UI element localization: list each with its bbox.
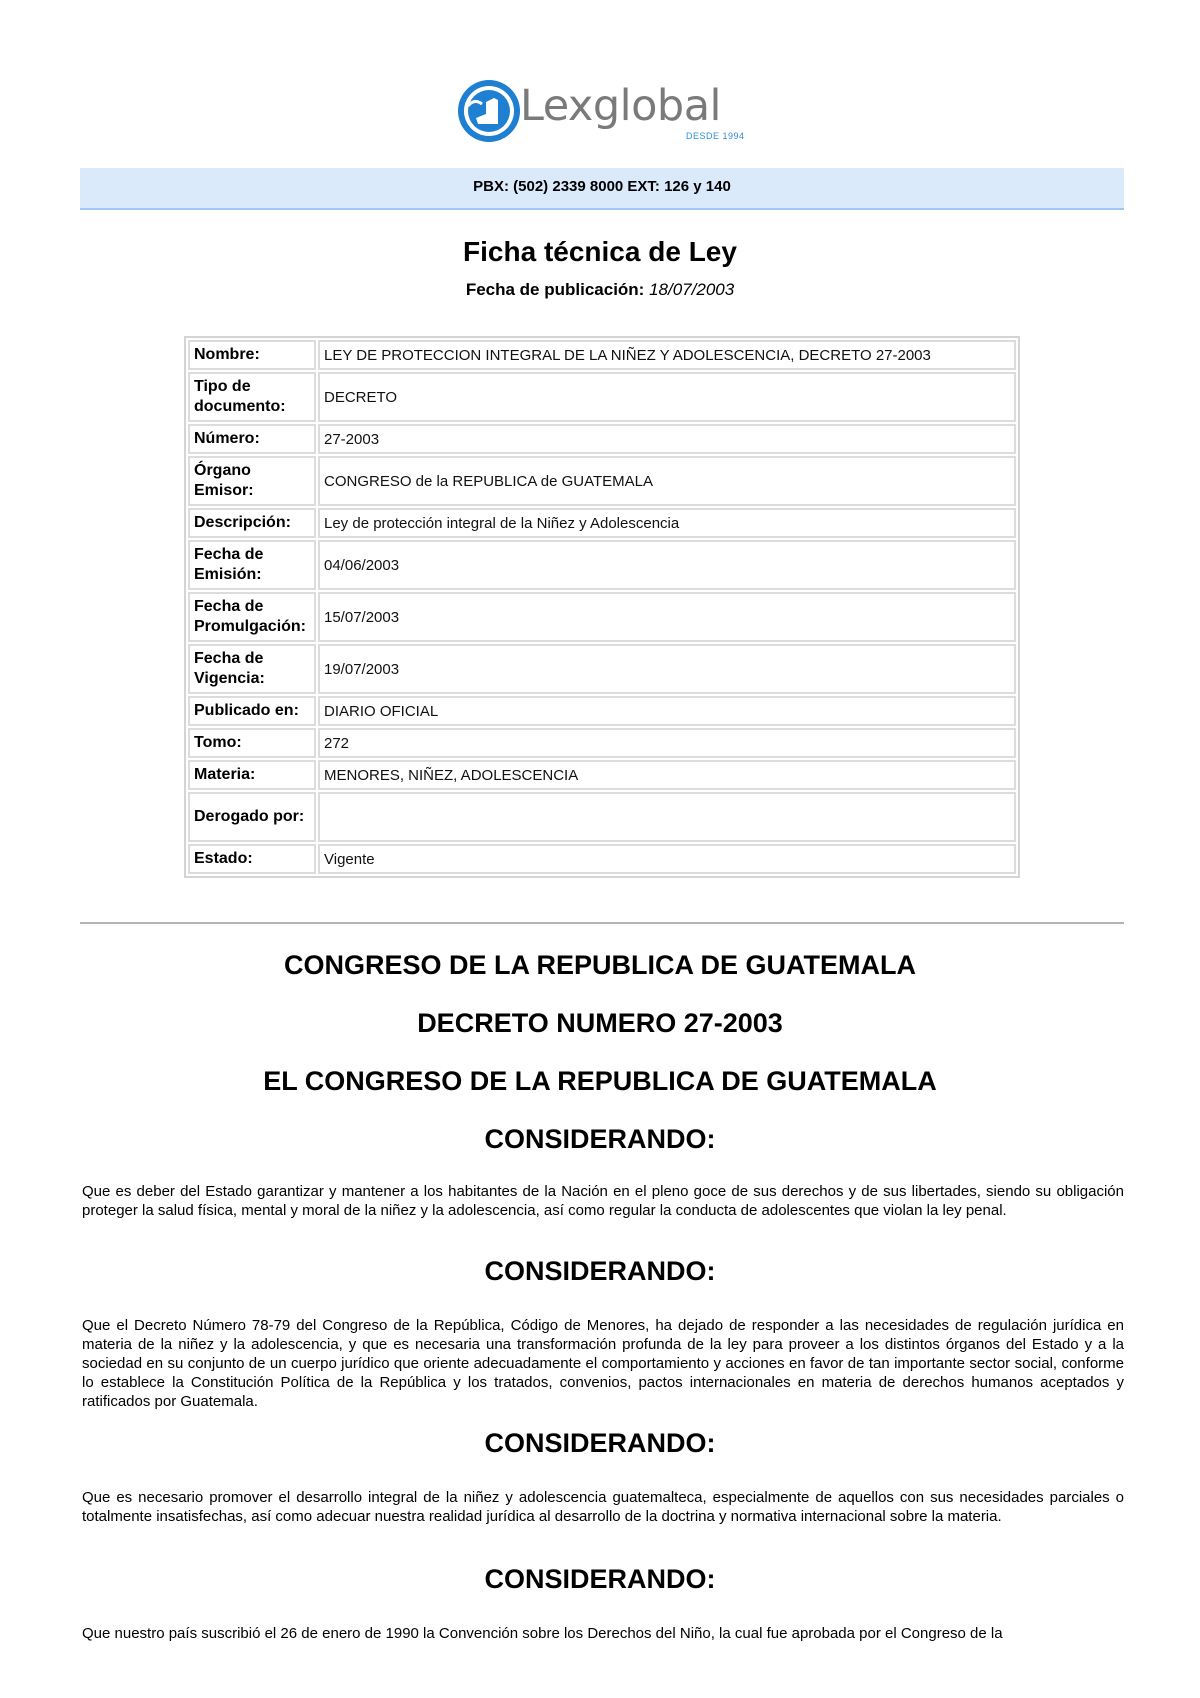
field-label-promulgacion: Fecha de Promulgación:: [188, 592, 316, 642]
considerando-heading: CONSIDERANDO:: [484, 1564, 716, 1594]
publication-date: [0, 280, 1200, 300]
field-label-organo: Órgano Emisor:: [188, 456, 316, 506]
field-value-promulgacion: 15/07/2003: [318, 592, 1016, 642]
document-heading-decree: DECRETO NUMERO 27-2003: [417, 1008, 783, 1038]
field-label-tomo: Tomo:: [188, 728, 316, 758]
globe-icon: [456, 78, 522, 144]
considerando-heading: CONSIDERANDO:: [484, 1428, 716, 1458]
considerando-paragraph-4: Que nuestro país suscribió el 26 de enero de 1990 la Convención sobre los Derechos del Niño, la cual fue aprobada por el Congreso de la: [82, 1625, 1003, 1642]
table-row: [188, 592, 1016, 642]
publication-date-label: Fecha de publicación:: [465, 280, 645, 299]
field-label-emision: Fecha de Emisión:: [188, 540, 316, 590]
table-row: [188, 696, 1016, 726]
document-heading-congress-2: EL CONGRESO DE LA REPUBLICA DE GUATEMALA: [263, 1066, 937, 1096]
field-value-numero: 27-2003: [318, 424, 1016, 454]
table-row: [188, 644, 1016, 694]
table-row: [188, 456, 1016, 506]
field-value-estado: Vigente: [318, 844, 1016, 874]
table-row: [188, 792, 1016, 842]
field-value-emision: 04/06/2003: [318, 540, 1016, 590]
page-title: Ficha técnica de Ley: [463, 236, 737, 267]
field-value-materia: MENORES, NIÑEZ, ADOLESCENCIA: [318, 760, 1016, 790]
field-value-derogado: [318, 792, 1016, 842]
table-row: [188, 424, 1016, 454]
table-row: [188, 728, 1016, 758]
publication-date-value: 18/07/2003: [649, 280, 735, 299]
document-heading-congress: CONGRESO DE LA REPUBLICA DE GUATEMALA: [283, 950, 916, 980]
table-row: [188, 508, 1016, 538]
field-label-numero: Número:: [188, 424, 316, 454]
considerando-heading: CONSIDERANDO:: [484, 1256, 716, 1286]
field-value-organo: CONGRESO de la REPUBLICA de GUATEMALA: [318, 456, 1016, 506]
considerando-heading: CONSIDERANDO:: [484, 1124, 716, 1154]
table-row: [188, 760, 1016, 790]
field-value-publicado: DIARIO OFICIAL: [318, 696, 1016, 726]
field-value-vigencia: 19/07/2003: [318, 644, 1016, 694]
table-row: [188, 844, 1016, 874]
field-value-descripcion: Ley de protección integral de la Niñez y Adolescencia: [318, 508, 1016, 538]
field-label-vigencia: Fecha de Vigencia:: [188, 644, 316, 694]
field-label-nombre: Nombre:: [188, 340, 316, 370]
table-row: [188, 340, 1016, 370]
field-value-nombre: LEY DE PROTECCION INTEGRAL DE LA NIÑEZ Y ADOLESCENCIA, DECRETO 27-2003: [318, 340, 1016, 370]
table-row: [188, 540, 1016, 590]
field-label-estado: Estado:: [188, 844, 316, 874]
considerando-paragraph-3: Que es necesario promover el desarrollo integral de la niñez y adolescencia guatemalteca, especialmente de aquellos con sus necesidades parciales o totalmente insatisfechas, así como adecuar nuestra realidad jurídica al desarrollo de la doctrina y normativa internacional sobre la materia.: [82, 1489, 1124, 1525]
field-label-materia: Materia:: [188, 760, 316, 790]
lexglobal-logo: [456, 76, 756, 148]
field-label-descripcion: Descripción:: [188, 508, 316, 538]
field-value-tipo: DECRETO: [318, 372, 1016, 422]
field-label-derogado: Derogado por:: [188, 792, 316, 842]
field-label-publicado: Publicado en:: [188, 696, 316, 726]
field-value-tomo: 272: [318, 728, 1016, 758]
logo-tagline: DESDE 1994: [686, 131, 745, 141]
header-logo-area: [0, 76, 1200, 148]
field-label-tipo: Tipo de documento:: [188, 372, 316, 422]
pbx-contact-bar: PBX: (502) 2339 8000 EXT: 126 y 140: [80, 168, 1124, 210]
section-divider: [80, 922, 1124, 924]
logo-wordmark: Lexglobal: [520, 81, 721, 131]
table-row: [188, 372, 1016, 422]
considerando-paragraph-2: Que el Decreto Número 78-79 del Congreso de la República, Código de Menores, ha dejado de responder a las necesidades de regulación jurídica en materia de la niñez y la adolescencia, y que es necesaria una transformación profunda de la ley para proveer a los distintos órganos del Estado y a la sociedad en su conjunto de un cuerpo jurídico que oriente adecuadamente el comportamiento y acciones en favor de tan importante sector social, conforme lo establece la Constitución Política de la República y los tratados, convenios, pactos internacionales en materia de derechos humanos aceptados y ratificados por Guatemala.: [82, 1317, 1124, 1410]
law-info-table: [184, 336, 1020, 878]
considerando-paragraph-1: Que es deber del Estado garantizar y mantener a los habitantes de la Nación en el pleno goce de sus derechos y de sus libertades, siendo su obligación proteger la salud física, mental y moral de la niñez y la adolescencia, así como regular la conducta de adolescentes que violan la ley penal.: [82, 1183, 1124, 1219]
